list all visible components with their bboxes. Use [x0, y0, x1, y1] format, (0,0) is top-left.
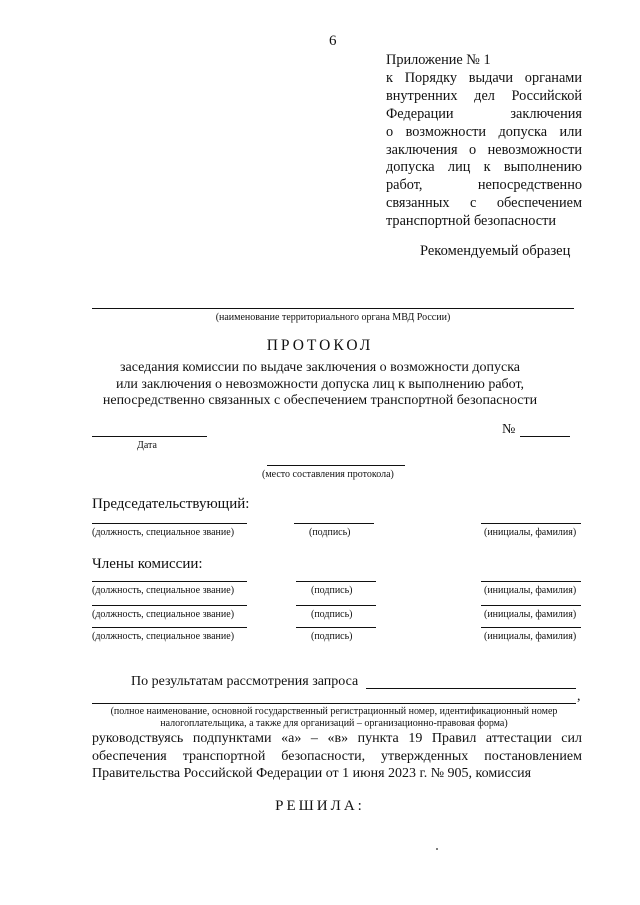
member-position-line: [92, 605, 247, 606]
member-signature-caption: (подпись): [311, 631, 353, 642]
appendix-line: работ, непосредственно: [386, 177, 582, 194]
chair-signature-line: [294, 523, 374, 524]
member-position-caption: (должность, специальное звание): [92, 609, 235, 620]
place-caption: (место составления протокола): [262, 469, 394, 480]
date-line: [92, 436, 207, 437]
member-name-caption: (инициалы, фамилия): [484, 609, 577, 620]
member-name-line: [481, 627, 581, 628]
member-signature-line: [296, 605, 376, 606]
page-number: 6: [329, 33, 337, 49]
member-name-line: [481, 605, 581, 606]
request-caption-line: (полное наименование, основной государственный регистрационный номер, идентификационный номер: [110, 706, 558, 717]
appendix-line: транспортной безопасности: [386, 213, 557, 230]
subtitle-line: заседания комиссии по выдаче заключения о возможности допуска: [119, 360, 520, 375]
paragraph-line: обеспечения транспортной безопасности, утвержденных постановлением: [92, 748, 582, 764]
request-caption-line: налогоплательщика, а также для организаций – организационно-правовая форма): [160, 718, 508, 729]
appendix-line: заключения о невозможности: [386, 141, 582, 158]
paragraph-line: руководствуясь подпунктами «а» – «в» пункта 19 Правил аттестации сил: [92, 731, 582, 746]
appendix-line: допуска лиц к выполнению: [386, 159, 582, 176]
paragraph-line: Правительства Российской Федерации от 1 июня 2023 г. № 905, комиссия: [92, 766, 532, 782]
member-signature-caption: (подпись): [311, 609, 353, 620]
subtitle-line: непосредственно связанных с обеспечением транспортной безопасности: [102, 393, 538, 408]
request-lead: По результатам рассмотрения запроса: [131, 674, 359, 689]
appendix-line: связанных с обеспечением: [386, 195, 582, 212]
member-name-line: [481, 581, 581, 582]
member-position-line: [92, 627, 247, 628]
organ-caption: (наименование территориального органа МВД России): [215, 312, 451, 323]
appendix-line: Федерации заключения: [386, 105, 582, 122]
member-name-caption: (инициалы, фамилия): [484, 585, 577, 596]
appendix-block: [386, 52, 582, 231]
request-line-1: [366, 688, 576, 689]
date-caption: Дата: [137, 440, 157, 451]
organ-name-line: [92, 308, 574, 309]
member-signature-caption: (подпись): [311, 585, 353, 596]
sample-label: Рекомендуемый образец: [420, 243, 571, 259]
chair-name-line: [481, 523, 581, 524]
chair-position-caption: (должность, специальное звание): [92, 527, 235, 538]
chair-signature-caption: (подпись): [309, 527, 351, 538]
appendix-line: внутренних дел Российской: [386, 87, 582, 104]
number-label: №: [502, 422, 516, 437]
member-position-caption: (должность, специальное звание): [92, 631, 235, 642]
member-name-caption: (инициалы, фамилия): [484, 631, 577, 642]
appendix-line: Приложение № 1: [386, 52, 491, 68]
member-position-line: [92, 581, 247, 582]
protocol-title: ПРОТОКОЛ: [266, 337, 374, 354]
member-position-caption: (должность, специальное звание): [92, 585, 235, 596]
protocol-subtitle: [60, 360, 580, 410]
guided-by-paragraph: [92, 730, 582, 783]
chair-name-caption: (инициалы, фамилия): [484, 527, 577, 538]
scan-speck: [436, 848, 438, 850]
request-comma: ,: [577, 689, 581, 704]
appendix-line: о возможности допуска или: [386, 123, 582, 140]
appendix-line: к Порядку выдачи органами: [386, 69, 582, 86]
request-caption: [82, 706, 586, 730]
chair-position-line: [92, 523, 247, 524]
member-signature-line: [296, 581, 376, 582]
decided-heading: РЕШИЛА:: [275, 798, 365, 814]
member-signature-line: [296, 627, 376, 628]
number-line: [520, 436, 570, 437]
members-label: Члены комиссии:: [92, 556, 203, 572]
request-line-2: [92, 703, 576, 704]
subtitle-line: или заключения о невозможности допуска лиц к выполнению работ,: [115, 376, 525, 392]
chair-label: Председательствующий:: [92, 496, 250, 512]
place-line: [267, 465, 405, 466]
